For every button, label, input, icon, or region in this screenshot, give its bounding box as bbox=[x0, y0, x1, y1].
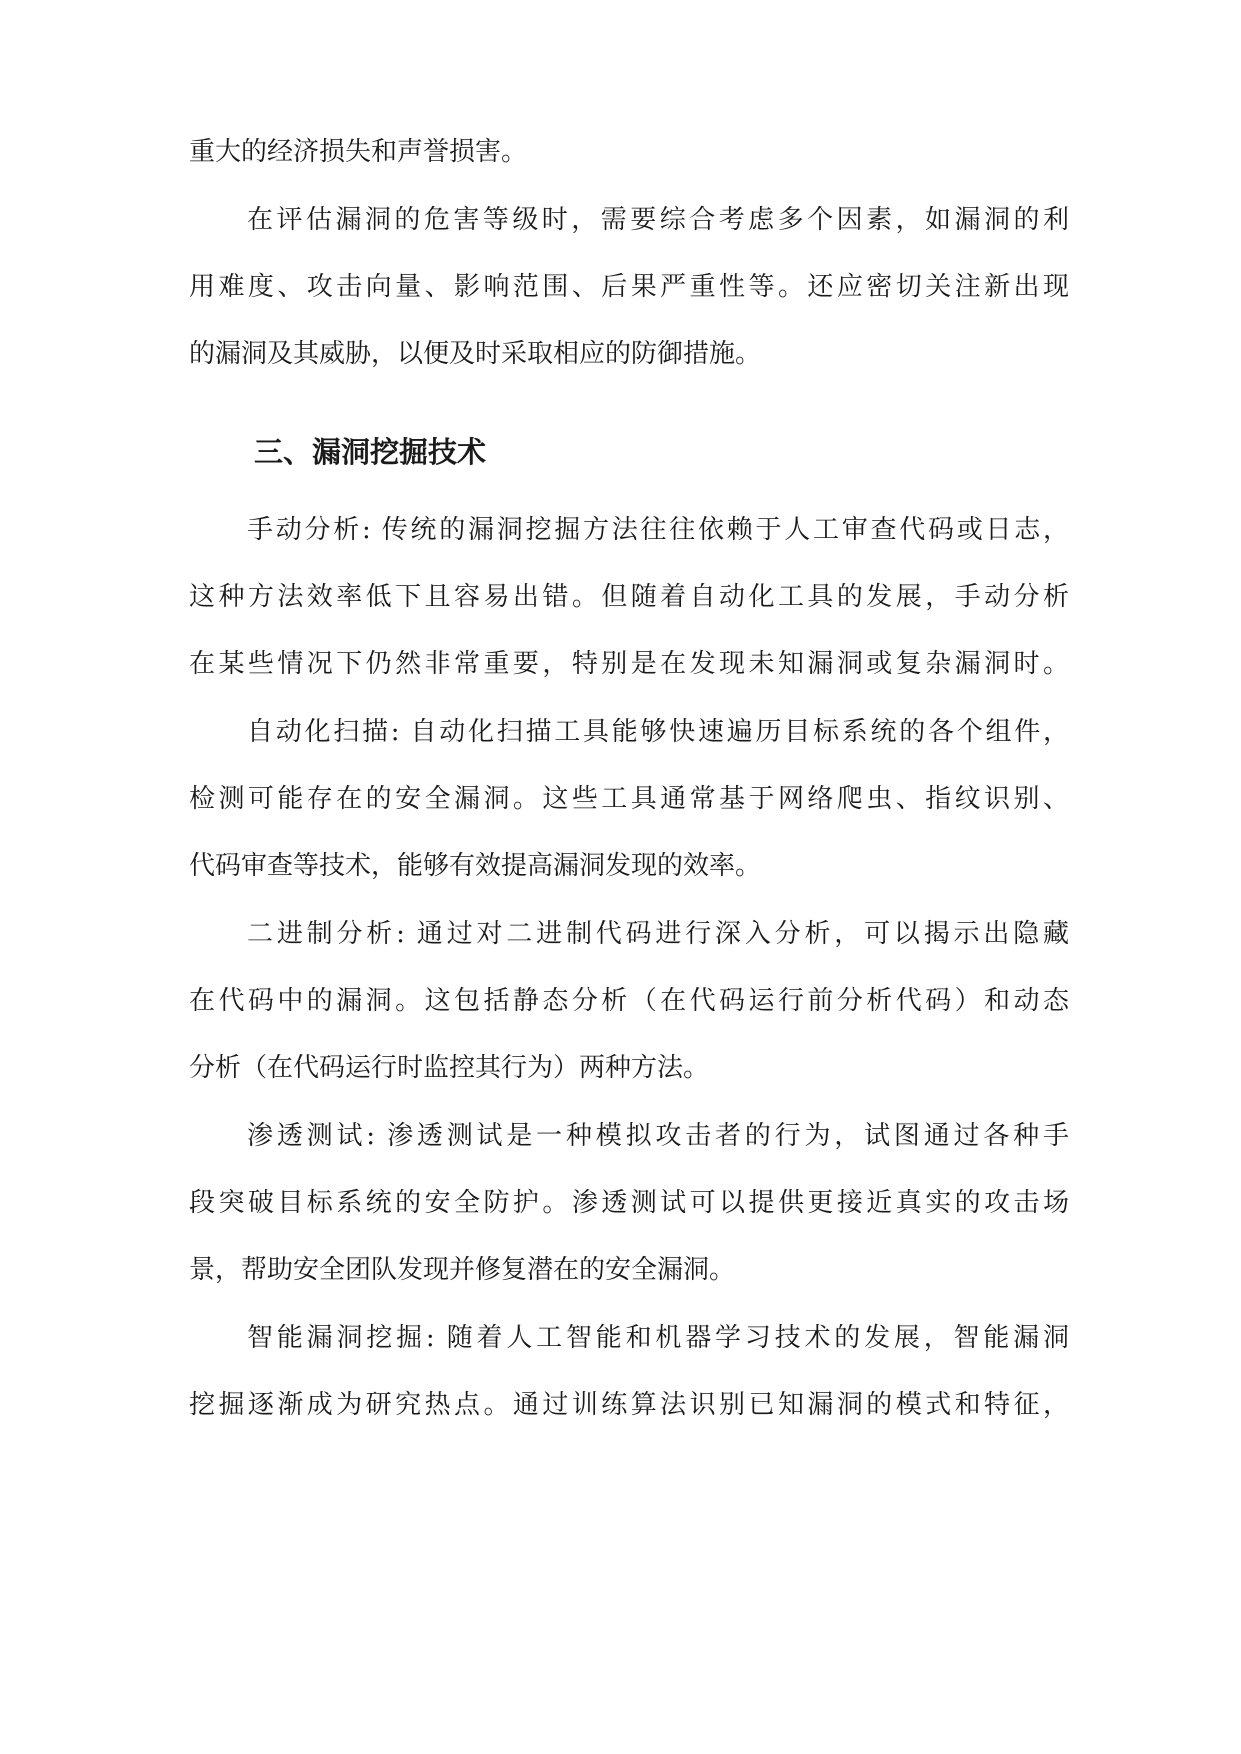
paragraph-line: 二进制分析: 通过对二进制代码进行深入分析，可以揭示出隐藏 bbox=[247, 919, 1069, 949]
paragraph-line: 挖掘逐渐成为研究热点。通过训练算法识别已知漏洞的模式和特征， bbox=[189, 1390, 1069, 1420]
paragraph-line: 用难度、攻击向量、影响范围、后果严重性等。还应密切关注新出现 bbox=[189, 272, 1069, 302]
paragraph-line: 智能漏洞挖掘: 随着人工智能和机器学习技术的发展，智能漏洞 bbox=[247, 1323, 1069, 1353]
paragraph-line: 在某些情况下仍然非常重要，特别是在发现未知漏洞或复杂漏洞时。 bbox=[189, 649, 1069, 679]
paragraph-line: 在代码中的漏洞。这包括静态分析（在代码运行前分析代码）和动态 bbox=[189, 986, 1069, 1016]
paragraph-line: 段突破目标系统的安全防护。渗透测试可以提供更接近真实的攻击场 bbox=[189, 1188, 1069, 1218]
paragraph-line: 代码审查等技术，能够有效提高漏洞发现的效率。 bbox=[189, 851, 762, 881]
paragraph-line: 的漏洞及其威胁，以便及时采取相应的防御措施。 bbox=[189, 339, 762, 369]
paragraph-line: 自动化扫描: 自动化扫描工具能够快速遍历目标系统的各个组件， bbox=[247, 717, 1069, 747]
section-heading: 三、漏洞挖掘技术 bbox=[254, 435, 487, 469]
paragraph-line: 渗透测试: 渗透测试是一种模拟攻击者的行为，试图通过各种手 bbox=[247, 1121, 1069, 1151]
paragraph-line: 手动分析: 传统的漏洞挖掘方法往往依赖于人工审查代码或日志， bbox=[247, 515, 1069, 545]
paragraph-line: 在评估漏洞的危害等级时，需要综合考虑多个因素，如漏洞的利 bbox=[247, 205, 1069, 235]
paragraph-line: 分析（在代码运行时监控其行为）两种方法。 bbox=[189, 1053, 710, 1083]
paragraph-line: 景，帮助安全团队发现并修复潜在的安全漏洞。 bbox=[189, 1255, 736, 1285]
paragraph-line: 这种方法效率低下且容易出错。但随着自动化工具的发展，手动分析 bbox=[189, 582, 1069, 612]
paragraph-line: 重大的经济损失和声誉损害。 bbox=[189, 137, 528, 167]
paragraph-line: 检测可能存在的安全漏洞。这些工具通常基于网络爬虫、指纹识别、 bbox=[189, 784, 1069, 814]
